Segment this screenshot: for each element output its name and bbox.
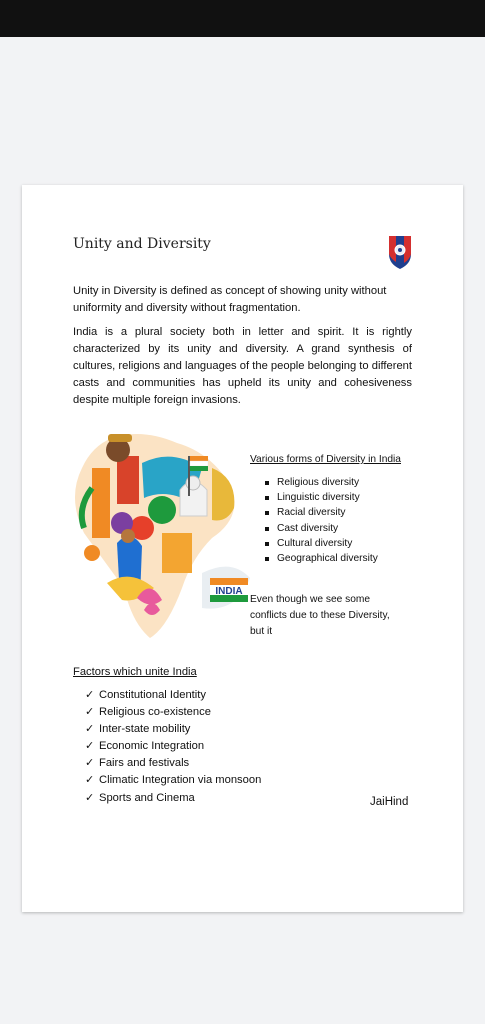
definition-paragraph: Unity in Diversity is defined as concept of showing unity without uniformity and diversity without fragmentation. <box>73 285 387 314</box>
checkmark-icon: ✓ <box>85 740 95 753</box>
status-bar <box>0 0 485 37</box>
list-item: ✓ Sports and Cinema <box>85 790 261 807</box>
list-item: Religious diversity <box>262 475 378 490</box>
list-item: ✓ Constitutional Identity <box>85 687 261 704</box>
checkmark-icon: ✓ <box>85 757 95 770</box>
intro-paragraph: India is a plural society both in letter and spirit. It is rightly characterized by its unity and diversity. A grand synthesis of cultures, religions and languages of the people belonging to different casts and communities has upheld its unity and cohesiveness despite multiple foreign invasions. <box>73 326 412 406</box>
document-title: Unity and Diversity <box>73 236 211 252</box>
list-item: ✓ Fairs and festivals <box>85 755 261 772</box>
conflicts-note: Even though we see some conflicts due to these Diversity, but it <box>250 594 390 637</box>
factors-heading: Factors which unite India <box>73 666 197 678</box>
list-item: Linguistic diversity <box>262 490 378 505</box>
factors-list <box>85 687 261 807</box>
india-diversity-illustration <box>62 428 252 643</box>
list-item: ✓ Inter-state mobility <box>85 721 261 738</box>
diversity-forms-list <box>262 475 378 566</box>
list-item: ✓ Religious co-existence <box>85 704 261 721</box>
list-item: Racial diversity <box>262 505 378 520</box>
list-item: Cultural diversity <box>262 536 378 551</box>
checkmark-icon: ✓ <box>85 689 95 701</box>
checkmark-icon: ✓ <box>85 791 95 804</box>
india-text-art <box>210 578 248 602</box>
list-item: ✓ Economic Integration <box>85 738 261 755</box>
checkmark-icon: ✓ <box>85 706 95 719</box>
list-item: ✓ Climatic Integration via monsoon <box>85 772 261 789</box>
checkmark-icon: ✓ <box>85 774 95 787</box>
list-item: Cast diversity <box>262 521 378 536</box>
signoff: JaiHind <box>370 796 409 808</box>
crest-logo-icon <box>386 234 414 270</box>
checkmark-icon: ✓ <box>85 723 95 736</box>
diversity-forms-heading: Various forms of Diversity in India <box>250 454 401 465</box>
svg-text:INDIA: INDIA <box>215 586 243 597</box>
list-item: Geographical diversity <box>262 551 378 566</box>
document-page <box>22 185 463 912</box>
